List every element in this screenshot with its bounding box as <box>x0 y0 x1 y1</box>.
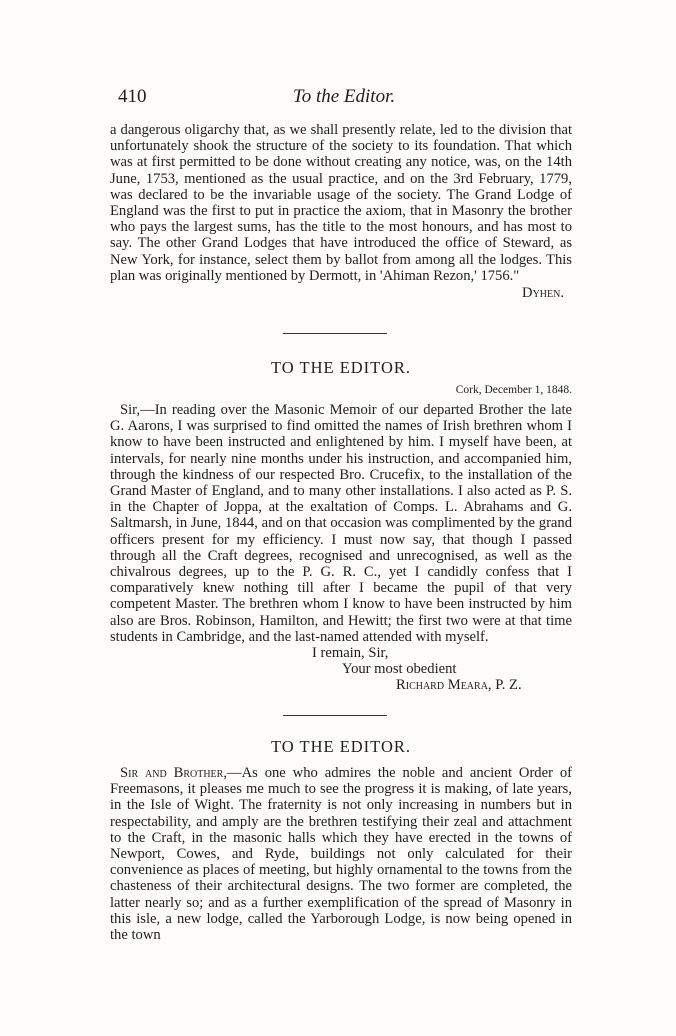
letter1-signature: Dyhen. <box>522 285 564 302</box>
section-divider <box>283 715 387 716</box>
page-header <box>118 86 570 114</box>
letter2-closing-1: I remain, Sir, <box>312 645 389 662</box>
letter3-heading: TO THE EDITOR. <box>270 737 412 756</box>
letter2-dateline: Cork, December 1, 1848. <box>455 384 572 396</box>
page-number: 410 <box>118 86 147 107</box>
letter3-body: —As one who admires the noble and ancient Order of Freemasons, it pleases me much to see the progress it is making, of late years, in the Isle of Wight. The fraternity is not only increasing in numbers but in respectability, and amply are the brethren testifying their zeal and attachment to the Craft, in the masonic halls which they have erected in the towns of Newport, Cowes, and Ryde, buildings not only calculated for their convenience as places of meeting, but highly ornamental to the towns from the chasteness of their architectural designs. The two former are completed, the latter nearly so; and as a further exemplification of the spread of Masonry in this isle, a new lodge, called the Yarborough Lodge, is now being opened in the town <box>110 765 572 944</box>
running-title: To the Editor. <box>292 86 396 107</box>
letter3-salutation: Sir and Brother, <box>120 765 227 781</box>
letter2-signature <box>110 677 572 693</box>
letter2-signature-name: Richard Meara, <box>396 677 492 694</box>
letter3-paragraph <box>110 765 572 943</box>
letter2 <box>110 402 572 694</box>
letter2-closing-2: Your most obedient <box>342 661 457 678</box>
letter2-heading: TO THE EDITOR. <box>270 358 412 377</box>
letter1-text: a dangerous oligarchy that, as we shall presently relate, led to the division that unfortunately shook the structure of the society to its foundation. That which was at first permitted to be done without creating any notice, was, on the 14th June, 1753, mentioned as the usual practice, and on the 3rd February, 1779, was declared to be the invariable usage of the society. The Grand Lodge of England was the first to put in practice the axiom, that in Masonry the brother who pays the largest sums, has the title to the most honours, and has most to say. The other Grand Lodges that have introduced the office of Steward, as New York, for instance, select them by ballot from among all the lodges. This plan was originally mentioned by Dermott, in 'Ahiman Rezon,' 1756." <box>110 122 572 284</box>
section-divider <box>283 333 387 334</box>
letter3 <box>110 765 572 943</box>
letter2-body: Sir,—In reading over the Masonic Memoir of our departed Brother the late G. Aarons, I was surprised to find omitted the names of Irish brethren whom I know to have been instructed and enlightened by him. I myself have been, at intervals, for nearly nine months under his instruction, and accompanied him, through the kindness of our respected Bro. Crucefix, to the installation of the Grand Master of England, and to many other installations. I also acted as P. S. in the Chapter of Joppa, at the exaltation of Comps. L. Abrahams and G. Saltmarsh, in June, 1844, and on that occasion was complimented by the grand officers present for my efficiency. I must now say, that though I passed through all the Craft degrees, recognised and unrecognised, as well as the chivalrous degrees, up to the P. G. R. C., yet I candidly confess that I comparatively knew nothing till after I became the pupil of that very competent Master. The brethren whom I know to have been instructed by him also are Bros. Robinson, Hamilton, and Hewitt; the first two were at that time students in Cambridge, and the last-named attended with myself. <box>110 402 572 645</box>
letter-continuation <box>110 122 572 301</box>
letter2-signature-suffix: P. Z. <box>495 677 522 694</box>
